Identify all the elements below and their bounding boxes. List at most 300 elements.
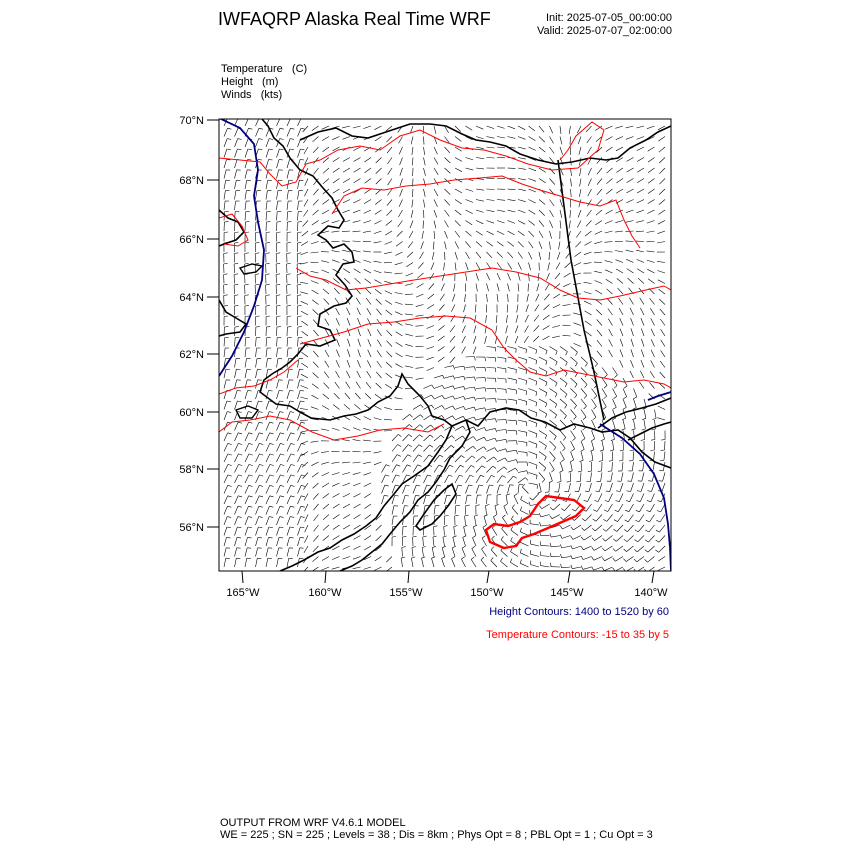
wind-barb — [403, 465, 408, 473]
wind-barb — [515, 326, 518, 334]
wind-barb-flag — [228, 128, 232, 129]
wind-barb-flag — [511, 516, 513, 519]
wind-barb — [256, 338, 257, 347]
wind-barb-flag — [270, 464, 274, 465]
lon-label: 165°W — [226, 587, 260, 599]
wind-barb-flag — [258, 159, 262, 160]
wind-barb-flag — [510, 559, 512, 563]
wind-barb — [357, 308, 361, 315]
wind-barb-flag — [581, 449, 585, 451]
wind-barb — [418, 263, 423, 269]
wind-barb — [487, 466, 493, 472]
wind-barb-flag — [527, 471, 528, 475]
wind-barb — [611, 473, 613, 482]
wind-barb — [392, 506, 394, 515]
wind-barb-flag — [238, 412, 242, 413]
wind-barb — [298, 475, 302, 483]
wind-barb — [657, 261, 665, 262]
wind-barb — [412, 200, 413, 208]
wind-barb-flag — [575, 384, 577, 387]
wind-barb — [462, 326, 465, 333]
wind-barb-flag — [255, 263, 259, 264]
wind-barb — [508, 137, 516, 139]
wind-barb — [497, 357, 506, 358]
wind-barb-flag — [465, 515, 469, 516]
wind-barb — [224, 201, 225, 210]
wind-barb — [438, 326, 444, 331]
wind-barb — [640, 504, 645, 512]
wind-barb — [539, 252, 541, 260]
wind-barb — [583, 567, 592, 569]
wind-barb — [539, 431, 547, 436]
wind-barb-flag — [585, 385, 588, 388]
wind-barb — [571, 189, 572, 197]
wind-barb — [287, 201, 288, 210]
wind-barb — [298, 527, 301, 536]
wind-barb — [584, 282, 592, 283]
wind-barb-flag — [474, 407, 476, 411]
wind-barb-flag — [474, 397, 475, 401]
wind-barb — [400, 168, 403, 176]
wind-barb — [374, 567, 381, 571]
wind-barb — [476, 242, 482, 247]
wind-barb — [346, 382, 350, 389]
wind-barb — [571, 179, 572, 187]
wind-barb-flag — [454, 526, 458, 527]
wind-barb — [333, 168, 340, 173]
field-winds: Winds (kts) — [221, 89, 283, 101]
wind-barb — [597, 340, 602, 346]
wind-barb-flag — [470, 475, 474, 477]
wind-barb — [550, 242, 551, 250]
wind-barb — [235, 443, 239, 451]
wind-barb — [550, 231, 552, 239]
wind-barb-flag — [290, 506, 294, 507]
wind-barb — [481, 560, 487, 567]
wind-barb — [505, 336, 507, 344]
wind-barb-flag — [560, 526, 562, 529]
wind-barb — [571, 389, 577, 395]
wind-barb — [609, 494, 613, 502]
wind-barb — [575, 242, 581, 248]
wind-barb-flag — [249, 485, 253, 486]
wind-barb — [606, 189, 612, 194]
wind-barb — [654, 452, 655, 461]
wind-barb — [550, 368, 558, 373]
wind-barb-flag — [635, 530, 638, 532]
wind-barb-flag — [515, 468, 517, 471]
wind-barb — [412, 147, 413, 155]
wind-barb — [367, 371, 371, 378]
wind-barb — [495, 506, 497, 515]
wind-barb — [508, 263, 512, 270]
wind-barb — [266, 485, 270, 493]
wind-barb-flag — [592, 528, 595, 531]
wind-barb — [497, 284, 499, 292]
wind-barb — [476, 252, 481, 258]
wind-barb — [434, 231, 435, 239]
coastline-kodiak — [416, 484, 456, 530]
wind-barb-flag — [248, 401, 252, 402]
wind-barb — [609, 350, 613, 357]
wind-barb — [629, 298, 633, 305]
wind-barb-flag — [266, 305, 270, 306]
wind-barb-flag — [432, 557, 436, 559]
wind-barb-flag — [287, 284, 291, 285]
wind-barb — [607, 299, 612, 305]
wind-barb-flag — [452, 436, 455, 439]
wind-barb — [539, 231, 543, 238]
wind-barb — [508, 221, 516, 224]
wind-barb-flag — [276, 263, 280, 264]
wind-barb — [552, 315, 560, 318]
wind-barb-flag — [297, 284, 301, 285]
wind-barb — [364, 483, 371, 487]
wind-barb-flag — [493, 515, 496, 517]
wind-barb — [235, 159, 238, 168]
wind-barb-flag — [442, 557, 446, 559]
wind-barb — [581, 357, 588, 363]
wind-barb — [374, 221, 381, 225]
wind-barb — [256, 359, 258, 368]
wind-barb — [256, 496, 260, 504]
wind-barb-flag — [224, 274, 228, 275]
wind-barb — [476, 408, 485, 410]
wind-barb — [587, 210, 592, 216]
wind-barb — [403, 455, 408, 462]
wind-barb — [605, 546, 613, 551]
wind-barb-flag — [416, 485, 420, 486]
wind-barb — [353, 147, 360, 151]
wind-barb-flag — [392, 537, 396, 538]
wind-barb — [266, 348, 267, 357]
wind-barb — [224, 128, 228, 136]
wind-barb — [560, 210, 562, 218]
wind-barb-flag — [266, 274, 270, 275]
wind-barb — [529, 189, 536, 192]
wind-barb — [403, 506, 405, 515]
wind-barb — [368, 329, 371, 336]
wind-barb — [476, 437, 484, 441]
wind-barb — [476, 221, 483, 224]
wind-barb — [455, 221, 461, 227]
wind-barb — [613, 399, 617, 407]
wind-barb — [565, 504, 571, 511]
wind-barb — [592, 441, 594, 450]
wind-barb-flag — [626, 501, 630, 502]
wind-barb-flag — [536, 434, 537, 438]
wind-barb — [466, 475, 470, 483]
wind-barb — [266, 443, 270, 451]
wind-barb — [641, 350, 644, 358]
wind-barb-flag — [536, 402, 537, 406]
wind-barb — [626, 221, 634, 223]
wind-barb-flag — [287, 274, 291, 275]
wind-barb — [658, 406, 665, 410]
wind-barb-flag — [536, 475, 537, 479]
wind-barb — [616, 269, 623, 273]
wind-barb — [301, 374, 308, 378]
wind-barb — [615, 557, 623, 562]
wind-barb-flag — [430, 445, 433, 447]
wind-barb — [357, 371, 361, 378]
wind-barb — [300, 282, 308, 283]
wind-barb — [256, 558, 258, 567]
wind-barb — [395, 263, 403, 265]
wind-barb — [424, 516, 425, 525]
wind-barb — [224, 558, 226, 567]
wind-barb — [548, 263, 550, 271]
wind-barb-flag — [453, 536, 457, 538]
wind-barb-flag — [591, 439, 594, 441]
wind-barb — [555, 273, 560, 279]
wind-barb — [563, 305, 571, 306]
wind-barb-flag — [395, 485, 399, 486]
wind-barb — [642, 473, 644, 482]
wind-barb — [374, 452, 382, 454]
wind-barb — [377, 340, 381, 347]
wind-barb — [245, 180, 247, 189]
wind-barb-flag — [573, 427, 576, 430]
wind-barb — [580, 168, 581, 176]
wind-barb — [445, 366, 454, 368]
wind-barb — [529, 357, 537, 360]
wind-barb — [434, 395, 442, 399]
wind-barb — [520, 563, 528, 567]
wind-barb — [322, 270, 329, 273]
wind-barb — [364, 417, 371, 421]
wind-barb-flag — [472, 456, 475, 459]
wind-barb-flag — [560, 535, 562, 539]
wind-barb — [518, 471, 527, 473]
wind-barb — [235, 454, 239, 462]
lat-label: 60°N — [179, 407, 204, 419]
wind-barb — [539, 147, 545, 152]
wind-barb — [596, 147, 602, 153]
wind-barb — [342, 462, 350, 463]
wind-barb — [403, 425, 410, 431]
wind-barb — [570, 137, 571, 145]
wind-barb-flag — [291, 485, 295, 486]
wind-barb — [409, 231, 413, 238]
wind-barb-flag — [290, 149, 294, 150]
wind-barb — [616, 189, 623, 193]
wind-barb-flag — [270, 422, 274, 423]
wind-barb — [543, 315, 550, 320]
wind-barb — [353, 557, 361, 560]
wind-barb — [631, 349, 634, 357]
wind-barb — [615, 231, 623, 232]
wind-barb — [343, 158, 350, 162]
wind-barb-flag — [583, 428, 586, 431]
wind-barb — [424, 200, 425, 208]
wind-barb — [333, 405, 339, 410]
wind-barb — [592, 399, 597, 407]
wind-barb — [445, 147, 450, 153]
wind-barb — [562, 525, 570, 529]
wind-barb — [466, 485, 469, 494]
wind-barb-flag — [536, 371, 537, 375]
wind-barb — [581, 368, 587, 374]
wind-barb — [266, 517, 269, 525]
wind-barb — [429, 284, 434, 290]
wind-barb — [384, 407, 392, 409]
wind-barb — [224, 443, 228, 451]
wind-barb-flag — [602, 558, 604, 561]
wind-barb — [659, 299, 665, 305]
wind-barb — [634, 431, 635, 440]
wind-barb — [311, 252, 319, 253]
wind-barb-flag — [585, 363, 587, 366]
wind-barb-flag — [279, 401, 283, 402]
wind-barb-flag — [445, 516, 449, 517]
wind-barb — [424, 475, 428, 483]
wind-barb — [224, 506, 227, 514]
wind-barb — [313, 351, 318, 357]
wind-barb — [245, 433, 249, 441]
wind-barb — [256, 506, 259, 514]
wind-barb-flag — [291, 464, 295, 465]
wind-barb — [529, 263, 531, 271]
wind-barb — [353, 231, 361, 232]
wind-barb — [626, 557, 633, 562]
wind-barb — [333, 494, 340, 498]
wind-barb-flag — [301, 443, 305, 444]
wind-barb — [647, 251, 655, 252]
wind-barb-flag — [453, 396, 455, 400]
wind-barb — [556, 263, 560, 270]
wind-barb — [640, 298, 644, 305]
wind-barb — [385, 291, 392, 294]
wind-barb — [605, 270, 612, 273]
wind-barb — [482, 538, 486, 546]
wind-barb — [501, 551, 508, 557]
wind-barb — [550, 126, 553, 133]
wind-barb — [580, 179, 581, 187]
wind-barb — [659, 200, 665, 205]
wind-barb — [245, 422, 249, 430]
wind-barb — [343, 189, 350, 193]
wind-barb-flag — [238, 496, 242, 497]
wind-barb-flag — [650, 450, 654, 451]
wind-barb-flag — [411, 557, 415, 558]
wind-barb-flag — [552, 500, 556, 501]
wind-barb — [511, 552, 519, 557]
wind-barb-flag — [592, 557, 594, 560]
wind-barb — [322, 137, 329, 141]
wind-barb-flag — [474, 515, 478, 516]
wind-barb-flag — [610, 450, 614, 451]
wind-barb — [277, 506, 280, 514]
wind-barb-flag — [539, 506, 542, 509]
wind-barb — [529, 483, 538, 485]
wind-barb — [541, 545, 550, 546]
wind-barb — [640, 494, 644, 502]
wind-barb-flag — [238, 443, 242, 444]
wind-barb — [405, 344, 413, 346]
wind-barb — [659, 168, 665, 174]
wind-barb — [312, 557, 318, 562]
wind-barb-flag — [474, 427, 476, 430]
wind-barb — [304, 546, 308, 553]
wind-barb — [534, 326, 539, 332]
wind-barb-flag — [636, 510, 640, 512]
wind-barb — [366, 382, 371, 388]
wind-barb — [579, 147, 581, 155]
wind-barb — [497, 467, 504, 473]
wind-barb-flag — [571, 565, 572, 569]
model-info-line1: OUTPUT FROM WRF V4.6.1 MODEL — [220, 817, 406, 829]
wind-barb-flag — [416, 495, 420, 496]
wind-barb — [434, 210, 437, 218]
wind-barb — [476, 168, 484, 169]
wind-barb — [333, 536, 340, 540]
wind-barb — [466, 495, 468, 504]
wind-barb — [631, 328, 634, 336]
wind-barb — [348, 339, 351, 347]
wind-barb-flag — [432, 385, 434, 388]
wind-barb — [549, 483, 550, 492]
wind-barb — [562, 546, 571, 548]
wind-barb — [358, 350, 361, 358]
wind-barb-flag — [280, 128, 284, 129]
wind-barb — [638, 536, 644, 542]
wind-barb — [529, 441, 537, 444]
wind-barb — [550, 462, 555, 470]
wind-barb — [413, 455, 418, 462]
wind-barb — [502, 529, 508, 536]
wind-barb — [518, 242, 524, 248]
lon-axis — [242, 571, 654, 583]
wind-barb-flag — [570, 460, 574, 462]
wind-barb-flag — [238, 139, 242, 140]
wind-barb — [581, 410, 586, 417]
wind-barb-flag — [566, 362, 568, 366]
wind-barb-flag — [615, 501, 619, 502]
wind-barb — [363, 440, 371, 441]
wind-barb-flag — [637, 491, 641, 492]
wind-barb — [560, 347, 567, 352]
wind-barb — [406, 263, 413, 267]
wind-barb-flag — [234, 242, 238, 243]
wind-barb — [574, 333, 581, 336]
wind-barb — [386, 373, 392, 378]
wind-barb-flag — [609, 461, 613, 462]
wind-barb — [256, 380, 258, 389]
wind-barb — [434, 179, 438, 186]
wind-barb — [574, 343, 581, 346]
wind-barb — [587, 137, 592, 144]
wind-barb-flag — [245, 242, 249, 243]
wind-barb — [596, 200, 602, 206]
wind-barb — [376, 536, 382, 541]
wind-barb — [518, 231, 525, 236]
wind-barb — [539, 347, 547, 351]
wind-barb — [323, 525, 329, 530]
wind-barb-flag — [575, 363, 577, 366]
wind-barb-flag — [641, 440, 645, 441]
wind-barb-flag — [530, 550, 531, 554]
wind-barb — [303, 221, 308, 227]
wind-barb-flag — [491, 475, 495, 477]
wind-barb — [518, 347, 527, 350]
wind-barb — [256, 475, 260, 483]
wind-barb-flag — [260, 464, 264, 465]
wind-barb — [594, 546, 602, 550]
wind-barb — [497, 430, 506, 431]
wind-barb — [508, 210, 516, 212]
wind-barb — [571, 347, 578, 353]
